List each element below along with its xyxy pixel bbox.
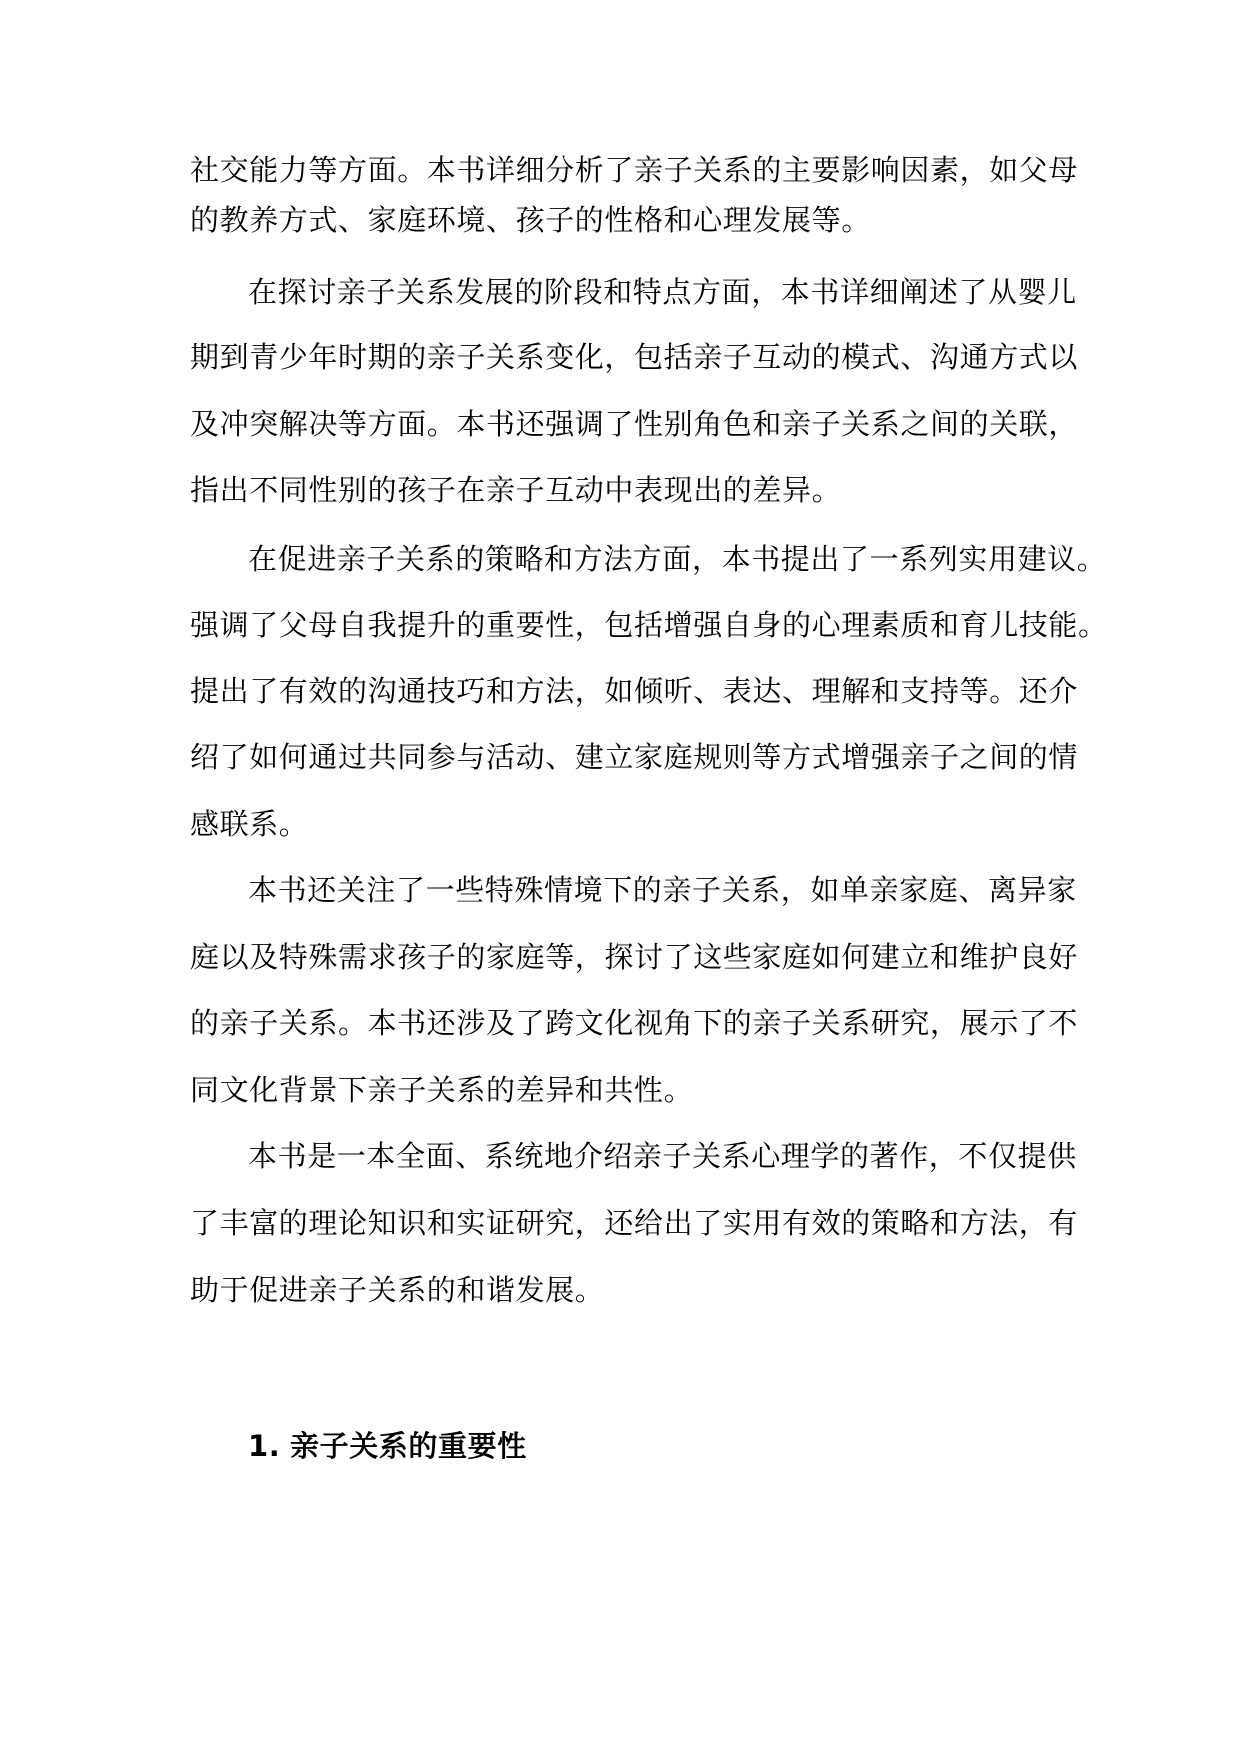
paragraph-4-line-4: 同文化背景下亲子关系的差异和共性。 xyxy=(190,1073,694,1107)
section-heading-title: 亲子关系的重要性 xyxy=(290,1429,527,1463)
paragraph-4-line-2: 庭以及特殊需求孩子的家庭等，探讨了这些家庭如何建立和维护良好 xyxy=(190,940,1079,974)
paragraph-2-line-1: 在探讨亲子关系发展的阶段和特点方面，本书详细阐述了从婴儿 xyxy=(248,275,1077,309)
paragraph-2-line-4: 指出不同性别的孩子在亲子互动中表现出的差异。 xyxy=(190,473,842,507)
paragraph-2-line-2: 期到青少年时期的亲子关系变化，包括亲子互动的模式、沟通方式以 xyxy=(190,340,1079,374)
paragraph-4-line-3: 的亲子关系。本书还涉及了跨文化视角下的亲子关系研究，展示了不 xyxy=(190,1006,1079,1040)
paragraph-3-line-3: 提出了有效的沟通技巧和方法，如倾听、表达、理解和支持等。还介 xyxy=(190,674,1079,708)
paragraph-3-line-2: 强调了父母自我提升的重要性，包括增强自身的心理素质和育儿技能。 xyxy=(190,608,1108,642)
paragraph-3-line-1: 在促进亲子关系的策略和方法方面，本书提出了一系列实用建议。 xyxy=(248,542,1107,576)
section-heading-number: 1. xyxy=(248,1429,281,1463)
paragraph-2-line-3: 及冲突解决等方面。本书还强调了性别角色和亲子关系之间的关联， xyxy=(190,407,1079,441)
paragraph-1-line-1: 社交能力等方面。本书详细分析了亲子关系的主要影响因素，如父母 xyxy=(190,153,1079,187)
paragraph-1-line-2: 的教养方式、家庭环境、孩子的性格和心理发展等。 xyxy=(190,203,871,237)
paragraph-5-line-2: 了丰富的理论知识和实证研究，还给出了实用有效的策略和方法，有 xyxy=(190,1206,1079,1240)
paragraph-5-line-3: 助于促进亲子关系的和谐发展。 xyxy=(190,1273,605,1307)
paragraph-5-line-1: 本书是一本全面、系统地介绍亲子关系心理学的著作，不仅提供 xyxy=(248,1139,1077,1173)
paragraph-4-line-1: 本书还关注了一些特殊情境下的亲子关系，如单亲家庭、离异家 xyxy=(248,873,1077,907)
paragraph-3-line-5: 感联系。 xyxy=(190,807,309,841)
section-heading xyxy=(248,1426,527,1466)
paragraph-3-line-4: 绍了如何通过共同参与活动、建立家庭规则等方式增强亲子之间的情 xyxy=(190,740,1079,774)
